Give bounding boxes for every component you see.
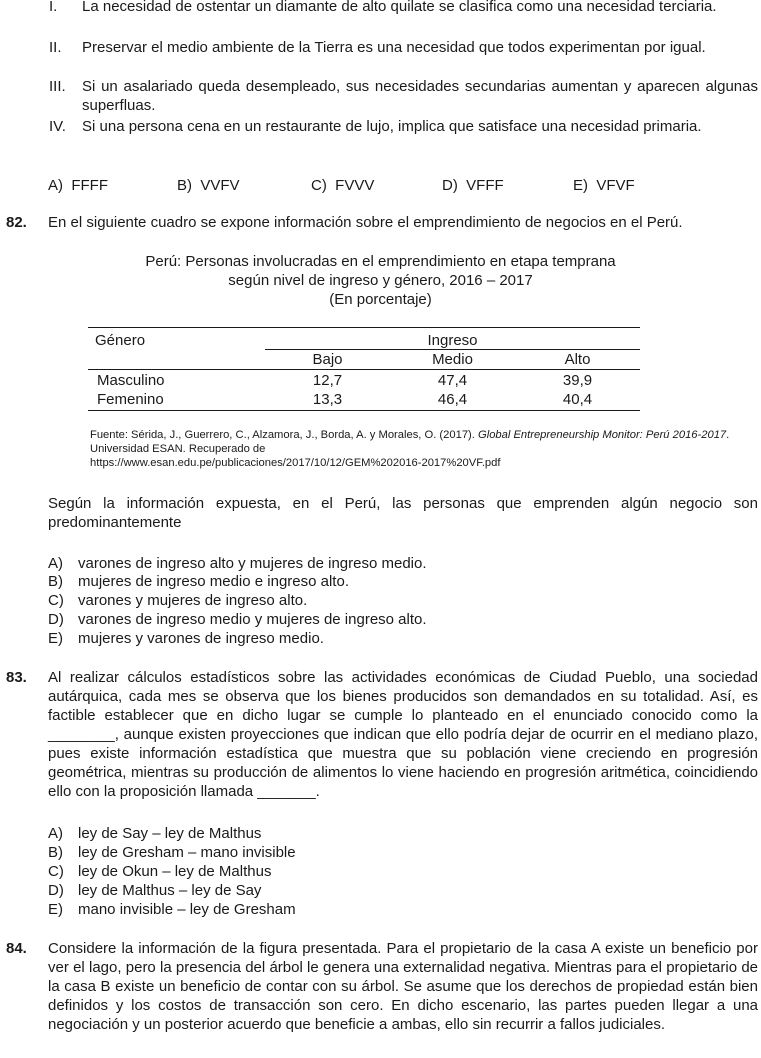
question-text: Considere la información de la figura presentada. Para el propietario de la casa A existe un beneficio por ver el lago, pero la presencia del árbol le genera una externalidad negativa. Mientras para el propietario de la casa B existe un beneficio de contar con su árbol. Se asume que los derechos de propiedad están bien definidos y los costos de transacción son cero. En dicho escenario, las partes pueden llegar a una negociación y un posterior acuerdo que beneficie a ambas, ello sin recurrir a fallos judiciales. (48, 940, 758, 1033)
option-letter: B) (48, 573, 63, 590)
table-unit: (En porcentaje) (329, 291, 432, 308)
question-stem: Según la información expuesta, en el Perú, las personas que emprenden algún negocio son predominantemente (48, 495, 758, 531)
option-letter: C) (48, 863, 64, 880)
option-text: varones de ingreso medio y mujeres de ingreso alto. (78, 611, 427, 628)
statement-number: II. (49, 39, 62, 56)
option-text: mujeres de ingreso medio e ingreso alto. (78, 573, 349, 590)
option-letter: A) (48, 825, 63, 842)
question-number: 84. (6, 940, 27, 957)
table-header-income: Ingreso (427, 332, 478, 349)
table-subtitle: según nivel de ingreso y género, 2016 – 2017 (228, 272, 533, 289)
table-cell: 46,4 (437, 391, 468, 408)
table-cell: 12,7 (312, 372, 343, 389)
statement-number: III. (49, 78, 66, 95)
answer-option[interactable] (177, 176, 240, 195)
option-text: VFFF (466, 177, 504, 194)
option-text: mano invisible – ley de Gresham (78, 901, 296, 918)
table-row-label: Masculino (97, 372, 165, 389)
option-letter: D) (48, 611, 64, 628)
option-letter: B) (48, 844, 63, 861)
table-cell: 13,3 (312, 391, 343, 408)
option-letter: A) (48, 177, 63, 194)
option-letter: E) (573, 177, 588, 194)
statement-number: IV. (49, 118, 66, 135)
table-header-rule (88, 369, 640, 370)
table-source (90, 428, 740, 470)
option-letter: C) (48, 592, 64, 609)
answer-option[interactable] (442, 176, 504, 195)
option-letter: D) (48, 882, 64, 899)
option-letter: D) (442, 177, 458, 194)
option-letter: C) (311, 177, 327, 194)
table-subheader: Bajo (312, 351, 343, 368)
option-letter: E) (48, 901, 63, 918)
option-text: ley de Okun – ley de Malthus (78, 863, 272, 880)
table-cell: 40,4 (562, 391, 593, 408)
statement-number: I. (49, 0, 58, 15)
option-text: mujeres y varones de ingreso medio. (78, 630, 324, 647)
option-text: varones y mujeres de ingreso alto. (78, 592, 308, 609)
source-title: Global Entrepreneurship Monitor: Perú 2016-2017 (478, 429, 727, 441)
table-header-gender: Género (95, 332, 146, 349)
table-cell: 47,4 (437, 372, 468, 389)
source-citation: Fuente: Sérida, J., Guerrero, C., Alzamora, J., Borda, A. y Morales, O. (2017). (90, 429, 478, 441)
table-title: Perú: Personas involucradas en el emprendimiento en etapa temprana (145, 253, 616, 270)
answer-option[interactable] (48, 176, 108, 195)
option-text: ley de Say – ley de Malthus (78, 825, 262, 842)
table-subheader: Medio (432, 351, 473, 368)
option-text: VFVF (596, 177, 635, 194)
question-number: 82. (6, 214, 27, 231)
statement-text: Si una persona cena en un restaurante de lujo, implica que satisface una necesidad primaria. (82, 118, 702, 135)
option-letter: A) (48, 555, 63, 572)
answer-option[interactable] (573, 176, 635, 195)
question-number: 83. (6, 669, 27, 686)
statement-text: La necesidad de ostentar un diamante de alto quilate se clasifica como una necesidad terciaria. (82, 0, 717, 15)
option-text: VVFV (200, 177, 240, 194)
option-letter: E) (48, 630, 63, 647)
statement-text: Si un asalariado queda desempleado, sus necesidades secundarias aumentan y aparecen algunas superfluas. (82, 78, 758, 114)
option-text: ley de Gresham – mano invisible (78, 844, 296, 861)
option-letter: B) (177, 177, 192, 194)
table-cell: 39,9 (562, 372, 593, 389)
table-subheader: Alto (564, 351, 591, 368)
source-url[interactable]: https://www.esan.edu.pe/publicaciones/2017/10/12/GEM%202016-2017%20VF.pdf (90, 457, 501, 469)
option-text: varones de ingreso alto y mujeres de ingreso medio. (78, 555, 427, 572)
table-bottom-rule (88, 410, 640, 411)
question-text: Al realizar cálculos estadísticos sobre las actividades económicas de Ciudad Pueblo, una sociedad autárquica, cada mes se observa que los bienes producidos son demandados en su totalidad. Así, es factible establecer que en dicho lugar se cumple lo planteado en el enunciado conocido como la ________, aunque existen proyecciones que indican que ello podría dejar de ocurrir en el mediano plazo, pues existe información estadística que muestra que su población viene creciendo en progresión geométrica, mientras su producción de alimentos lo viene haciendo en progresión aritmética, coincidiendo ello con la proposición llamada _______. (48, 669, 758, 800)
question-intro: En el siguiente cuadro se expone información sobre el emprendimiento de negocios en el Perú. (48, 214, 683, 231)
statement-text: Preservar el medio ambiente de la Tierra es una necesidad que todos experimentan por igual. (82, 39, 706, 56)
answer-option[interactable] (311, 176, 374, 195)
option-text: ley de Malthus – ley de Say (78, 882, 262, 899)
option-text: FFFF (71, 177, 108, 194)
option-text: FVVV (335, 177, 375, 194)
source-publisher: . Universidad ESAN. Recuperado de (90, 429, 730, 455)
table-row-label: Femenino (97, 391, 164, 408)
table-top-rule (88, 327, 640, 328)
